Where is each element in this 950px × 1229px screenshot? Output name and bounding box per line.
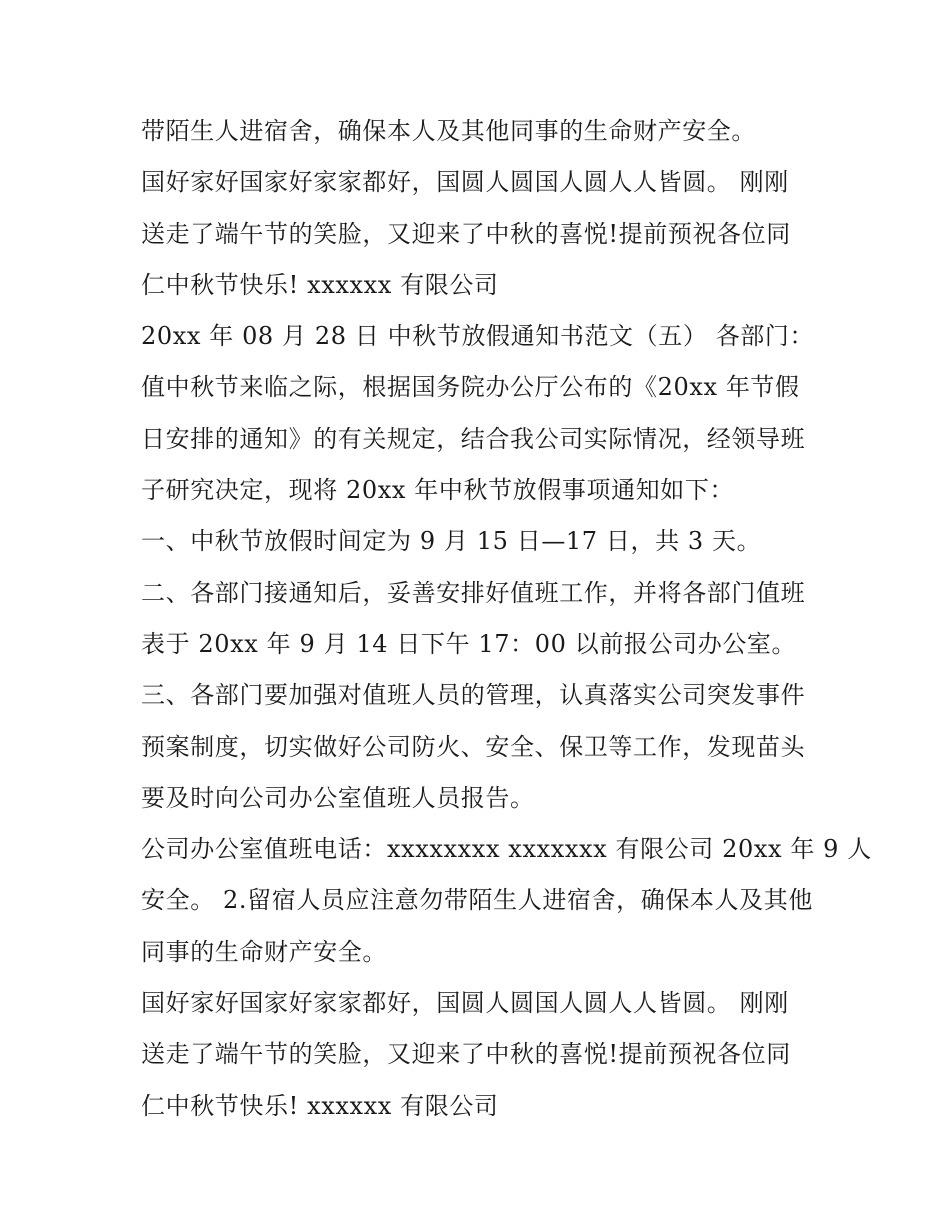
text-line: 国好家好国家好家家都好，国圆人圆国人圆人人皆圆。 刚刚 (141, 168, 789, 197)
text-line: 表于 20xx 年 9 月 14 日下午 17：00 以前报公司办公室。 (141, 629, 797, 658)
text-line: 三、各部门要加强对值班人员的管理，认真落实公司突发事件 (141, 681, 806, 710)
text-line: 仁中秋节快乐! xxxxxx 有限公司 (141, 270, 499, 299)
text-line: 日安排的通知》的有关规定，结合我公司实际情况，经领导班 (141, 424, 806, 453)
text-line: 要及时向公司办公室值班人员报告。 (141, 783, 535, 812)
text-line: 送走了端午节的笑脸，又迎来了中秋的喜悦!提前预祝各位同 (141, 219, 791, 248)
text-line: 同事的生命财产安全。 (141, 937, 387, 966)
text-line: 20xx 年 08 月 28 日 中秋节放假通知书范文（五） 各部门： (141, 322, 815, 351)
text-line: 带陌生人进宿舍，确保本人及其他同事的生命财产安全。 (141, 117, 756, 145)
text-line: 仁中秋节快乐! xxxxxx 有限公司 (141, 1091, 499, 1120)
text-line: 公司办公室值班电话：xxxxxxxx xxxxxxx 有限公司 20xx 年 9 人 (141, 835, 872, 864)
text-line: 安全。 2.留宿人员应注意勿带陌生人进宿舍，确保本人及其他 (141, 886, 813, 915)
text-line: 送走了端午节的笑脸，又迎来了中秋的喜悦!提前预祝各位同 (141, 1040, 791, 1069)
text-line: 国好家好国家好家家都好，国圆人圆国人圆人人皆圆。 刚刚 (141, 989, 789, 1018)
document-body (141, 106, 872, 1132)
text-line: 值中秋节来临之际，根据国务院办公厅公布的《20xx 年节假 (141, 373, 800, 402)
text-line: 一、中秋节放假时间定为 9 月 15 日—17 日，共 3 天。 (141, 527, 762, 556)
text-line: 二、各部门接通知后，妥善安排好值班工作，并将各部门值班 (141, 578, 806, 607)
text-line: 子研究决定，现将 20xx 年中秋节放假事项通知如下： (141, 476, 735, 505)
text-line: 预案制度，切实做好公司防火、安全、保卫等工作，发现苗头 (141, 732, 806, 761)
